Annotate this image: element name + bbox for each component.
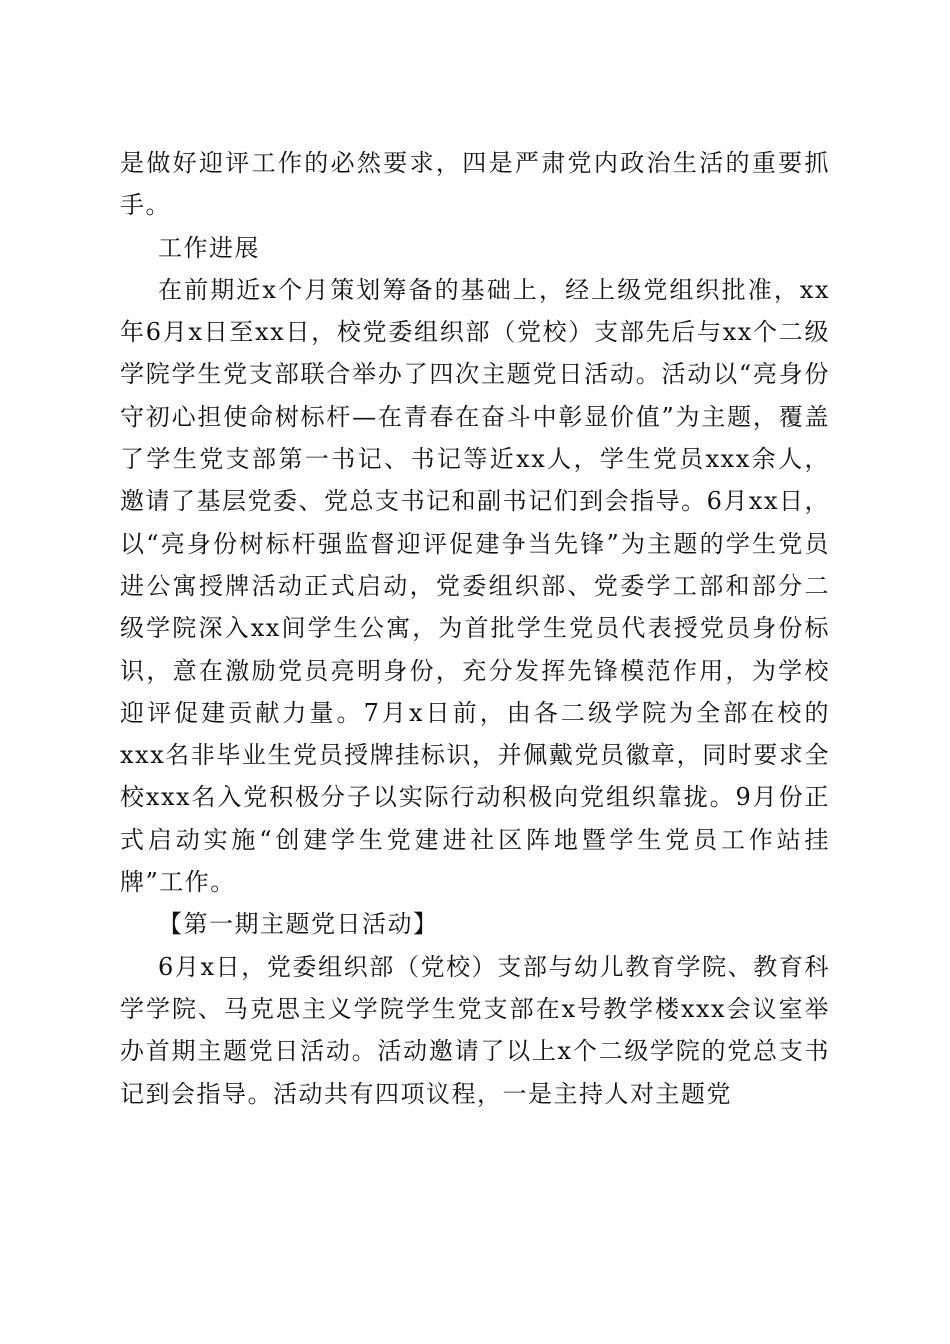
- paragraph-continuation: 是做好迎评工作的必然要求，四是严肃党内政治生活的重要抓手。: [120, 149, 830, 220]
- section-heading-first-activity: 【第一期主题党日活动】: [158, 910, 439, 939]
- paragraph-first-activity: 6月x日，党委组织部（党校）支部与幼儿教育学院、教育科学学院、马克思主义学院学生党支部在x号教学楼xxx会议室举办首期主题党日活动。活动邀请了以上x个二级学院的党总支书记到会指导。活动共有四项议程，一是主持人对主题党: [120, 952, 830, 1108]
- section-heading-progress: 工作进展: [158, 233, 260, 262]
- document-page: [120, 142, 830, 1115]
- paragraph-progress: 在前期近x个月策划筹备的基础上，经上级党组织批准，xx年6月x日至xx日，校党委组织部（党校）支部先后与xx个二级学院学生党支部联合举办了四次主题党日活动。活动以“亮身份守初心担使命树标杆—在青春在奋斗中彰显价值”为主题，覆盖了学生党支部第一书记、书记等近xx人，学生党员xxx余人，邀请了基层党委、党总支书记和副书记们到会指导。6月xx日，以“亮身份树标杆强监督迎评促建争当先锋”为主题的学生党员进公寓授牌活动正式启动，党委组织部、党委学工部和部分二级学院深入xx间学生公寓，为首批学生党员代表授党员身份标识，意在激励党员亮明身份，充分发挥先锋模范作用，为学校迎评促建贡献力量。7月x日前，由各二级学院为全部在校的xxx名非毕业生党员授牌挂标识，并佩戴党员徽章，同时要求全校xxx名入党积极分子以实际行动积极向党组织靠拢。9月份正式启动实施“创建学生党建进社区阵地暨学生党员工作站挂牌”工作。: [120, 275, 830, 897]
